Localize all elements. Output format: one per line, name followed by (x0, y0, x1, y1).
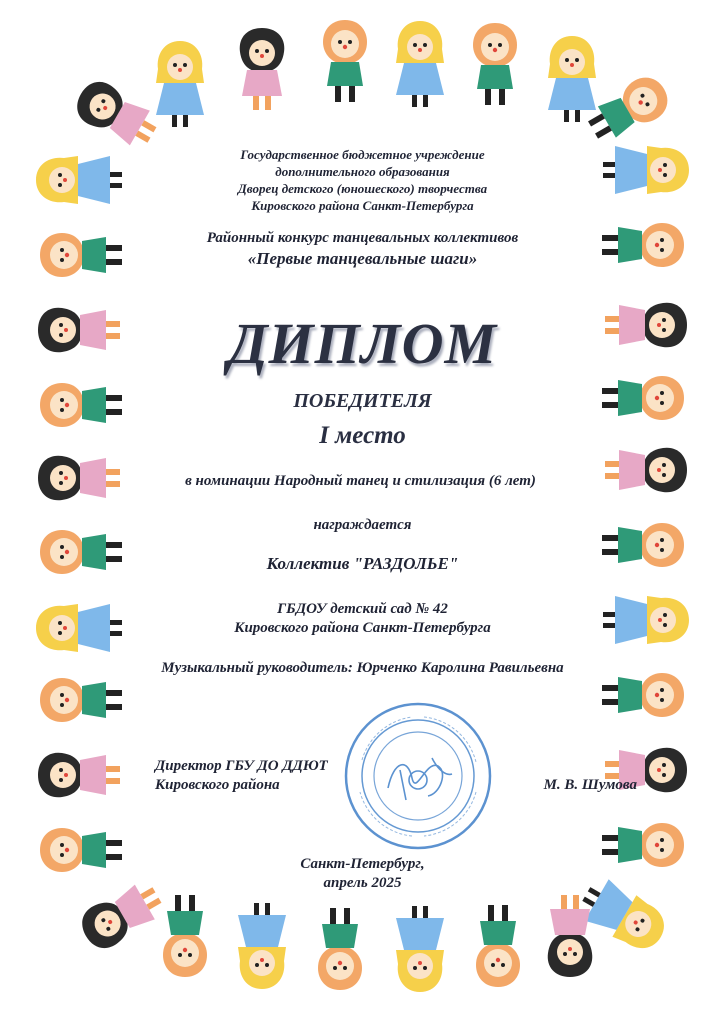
footer-date: апрель 2025 (323, 875, 402, 891)
footer-city: Санкт-Петербург, (300, 856, 425, 872)
organization-line-1: ГБДОУ детский сад № 42 (277, 601, 448, 617)
institution-line-1: Государственное бюджетное учреждение (240, 147, 485, 162)
organization-line-2: Кировского района Санкт-Петербурга (234, 620, 491, 636)
diploma-title: ДИПЛОМ (227, 311, 498, 376)
music-director: Музыкальный руководитель: Юрченко Каролина Равильевна (161, 660, 564, 676)
director-title-line-1: Директор ГБУ ДО ДДЮТ (155, 758, 328, 774)
diploma-place: I место (319, 422, 406, 449)
nomination: в номинации Народный танец и стилизация (6 лет) (185, 473, 536, 489)
institution-line-3: Дворец детского (юношеского) творчества (237, 181, 488, 196)
institution-line-2: дополнительного образования (275, 164, 450, 179)
director-name: М. В. Шумова (543, 777, 637, 793)
institution-line-4: Кировского района Санкт-Петербурга (251, 198, 474, 213)
awarded-label: награждается (313, 517, 412, 533)
competition-line-1: Районный конкурс танцевальных коллективов (206, 230, 519, 246)
diploma-subtitle: ПОБЕДИТЕЛЯ (293, 390, 432, 412)
director-title-line-2: Кировского района (155, 777, 280, 793)
awardee-name: Коллектив "РАЗДОЛЬЕ" (266, 554, 459, 573)
official-seal-stamp (342, 700, 494, 852)
competition-name: «Первые танцевальные шаги» (247, 249, 478, 268)
